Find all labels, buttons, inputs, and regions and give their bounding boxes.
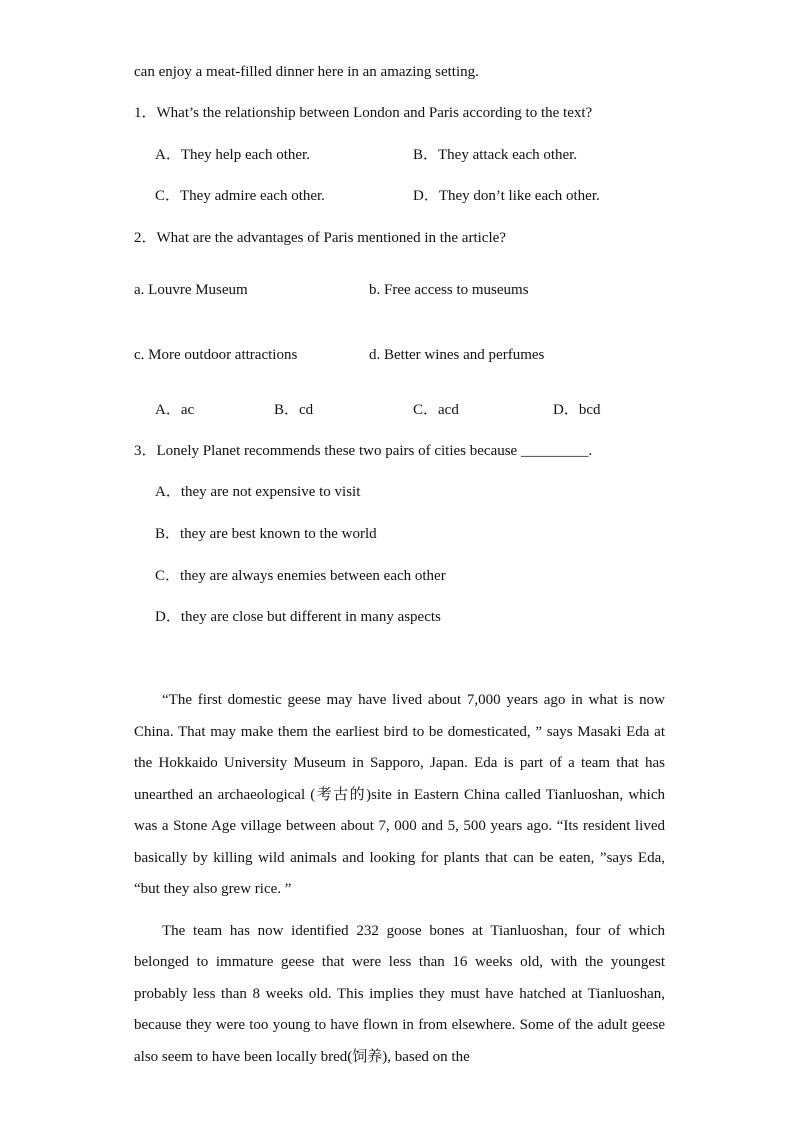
question-2-item-a: a. Louvre Museum bbox=[134, 282, 248, 298]
passage-paragraph-2: The team has now identified 232 goose bones at Tianluoshan, four of which belonged to immature geese that were less than 16 weeks old, with the youngest probably less than 8 weeks old. This implies they must have hatched at Tianluoshan, because they were too young to have flown in from elsewhere. Some of the adult geese also seem to have been locally bred(饲养), based on the bbox=[134, 922, 665, 1065]
question-3-option-b: B．they are best known to the world bbox=[155, 526, 377, 542]
question-3-option-a: A．they are not expensive to visit bbox=[155, 484, 361, 500]
question-1-option-a: A．They help each other. bbox=[155, 147, 310, 163]
question-2-option-a: A．ac bbox=[155, 402, 195, 418]
question-2-item-d: d. Better wines and perfumes bbox=[369, 347, 545, 363]
question-3-stem: 3．Lonely Planet recommends these two pairs of cities because _________. bbox=[134, 443, 593, 459]
passage bbox=[134, 685, 665, 1073]
question-2-option-d: D．bcd bbox=[553, 402, 601, 418]
question-3-option-c: C．they are always enemies between each other bbox=[155, 568, 446, 584]
question-2-option-c: C．acd bbox=[413, 402, 459, 418]
question-1-option-b: B．They attack each other. bbox=[413, 147, 578, 163]
question-1-option-c: C．They admire each other. bbox=[155, 188, 325, 204]
question-1-option-d: D．They don’t like each other. bbox=[413, 188, 600, 204]
question-2-stem: 2．What are the advantages of Paris mentioned in the article? bbox=[134, 230, 506, 246]
passage-paragraph-1: “The first domestic geese may have lived about 7,000 years ago in what is now China. That may make them the earliest bird to be domesticated, ” says Masaki Eda at the Hokkaido University Museum in Sapporo, Japan. Eda is part of a team that has unearthed an archaeological (考古的)site in Eastern China called Tianluoshan, which was a Stone Age village between about 7, 000 and 5, 500 years ago. “Its resident lived basically by killing wild animals and looking for plants that can be eaten, ”says Eda, “but they also grew rice. ” bbox=[134, 692, 665, 897]
question-2-option-b: B．cd bbox=[274, 402, 314, 418]
question-2-item-b: b. Free access to museums bbox=[369, 282, 529, 298]
intro-tail-text: can enjoy a meat-filled dinner here in an amazing setting. bbox=[134, 64, 479, 80]
question-3-option-d: D．they are close but different in many aspects bbox=[155, 609, 441, 625]
question-2-item-c: c. More outdoor attractions bbox=[134, 347, 298, 363]
question-1-stem: 1．What’s the relationship between London and Paris according to the text? bbox=[134, 105, 593, 121]
